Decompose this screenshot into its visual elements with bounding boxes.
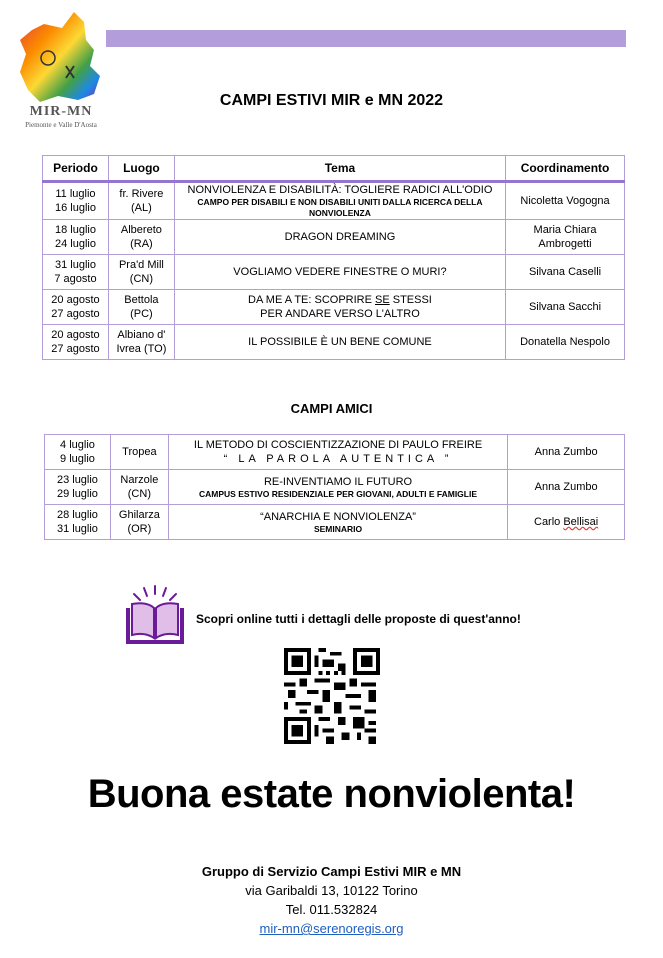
- coord-cell: Anna Zumbo: [508, 435, 625, 470]
- coord-cell: Silvana Sacchi: [506, 290, 625, 325]
- period-cell: 20 agosto 27 agosto: [43, 325, 109, 360]
- period-cell: 23 luglio 29 luglio: [45, 470, 111, 505]
- table-row: [43, 290, 625, 325]
- coord-cell: Donatella Nespolo: [506, 325, 625, 360]
- slogan: Buona estate nonviolenta!: [87, 772, 576, 816]
- theme-cell: RE-INVENTIAMO IL FUTURO CAMPUS ESTIVO RESIDENZIALE PER GIOVANI, ADULTI E FAMIGLIE: [168, 470, 507, 505]
- table-row: [45, 505, 625, 540]
- theme-cell: DA ME A TE: SCOPRIRE SE STESSI PER ANDARE VERSO L'ALTRO: [174, 290, 505, 325]
- coord-cell: Anna Zumbo: [508, 470, 625, 505]
- campi-table: [42, 155, 625, 360]
- section-title: CAMPI AMICI: [290, 401, 373, 416]
- period-cell: 11 luglio 16 luglio: [43, 182, 109, 220]
- theme-cell: “ANARCHIA E NONVIOLENZA” SEMINARIO: [168, 505, 507, 540]
- page-title: CAMPI ESTIVI MIR e MN 2022: [219, 92, 444, 109]
- header-luogo: Luogo: [108, 156, 174, 182]
- theme-cell: NONVIOLENZA E DISABILITÀ: TOGLIERE RADICI ALL'ODIO CAMPO PER DISABILI E NON DISABILI UNITI DALLA RICERCA DELLA NONVIOLENZA: [174, 182, 505, 220]
- coord-cell: Nicoletta Vogogna: [506, 182, 625, 220]
- online-details-text: Scopri online tutti i dettagli delle proposte di quest'anno!: [196, 612, 521, 626]
- theme-cell: DRAGON DREAMING: [174, 220, 505, 255]
- footer: [0, 862, 663, 938]
- qr-code[interactable]: [284, 648, 380, 744]
- header-tema: Tema: [174, 156, 505, 182]
- open-book-icon: [122, 582, 188, 648]
- coord-cell: Maria Chiara Ambrogetti: [506, 220, 625, 255]
- header-bar: [106, 30, 626, 47]
- table-row: [43, 325, 625, 360]
- place-cell: Albiano d' Ivrea (TO): [108, 325, 174, 360]
- coord-cell: Carlo Bellisai: [508, 505, 625, 540]
- place-cell: Narzole (CN): [110, 470, 168, 505]
- period-cell: 28 luglio 31 luglio: [45, 505, 111, 540]
- table-row: [43, 182, 625, 220]
- place-cell: Pra'd Mill (CN): [108, 255, 174, 290]
- coord-cell: Silvana Caselli: [506, 255, 625, 290]
- place-cell: fr. Rivere (AL): [108, 182, 174, 220]
- place-cell: Tropea: [110, 435, 168, 470]
- header-coordinamento: Coordinamento: [506, 156, 625, 182]
- campi-amici-table: [44, 434, 625, 540]
- footer-phone: Tel. 011.532824: [285, 902, 378, 917]
- period-cell: 18 luglio 24 luglio: [43, 220, 109, 255]
- logo-name: MIR-MN: [29, 104, 93, 119]
- place-cell: Albereto (RA): [108, 220, 174, 255]
- footer-group: Gruppo di Servizio Campi Estivi MIR e MN: [201, 864, 462, 879]
- theme-cell: IL METODO DI COSCIENTIZZAZIONE DI PAULO FREIRE “ LA PAROLA AUTENTICA ”: [168, 435, 507, 470]
- theme-cell: VOGLIAMO VEDERE FINESTRE O MURI?: [174, 255, 505, 290]
- table-row: [43, 220, 625, 255]
- place-cell: Bettola (PC): [108, 290, 174, 325]
- period-cell: 31 luglio 7 agosto: [43, 255, 109, 290]
- footer-address: via Garibaldi 13, 10122 Torino: [245, 883, 418, 898]
- period-cell: 20 agosto 27 agosto: [43, 290, 109, 325]
- table-header-row: [43, 156, 625, 182]
- theme-cell: IL POSSIBILE È UN BENE COMUNE: [174, 325, 505, 360]
- period-cell: 4 luglio 9 luglio: [45, 435, 111, 470]
- table-row: [43, 255, 625, 290]
- footer-email-link[interactable]: mir-mn@serenoregis.org: [259, 921, 404, 936]
- place-cell: Ghilarza (OR): [110, 505, 168, 540]
- table-row: [45, 470, 625, 505]
- header-periodo: Periodo: [43, 156, 109, 182]
- table-row: [45, 435, 625, 470]
- logo-subtitle: Piemonte e Valle D'Aosta: [25, 121, 97, 129]
